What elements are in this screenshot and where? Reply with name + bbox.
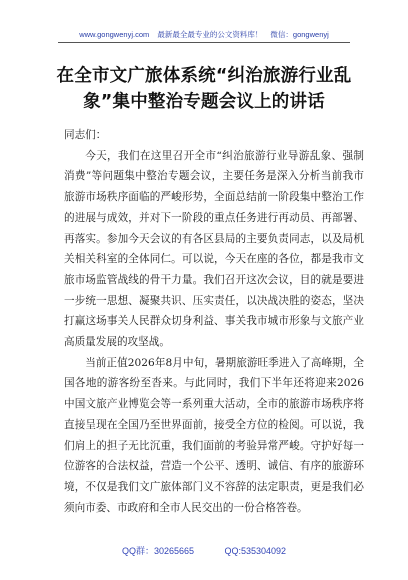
title-line-1: 在全市文广旅体系统“纠治旅游行业乱 <box>56 66 352 86</box>
title-line-2: 象”集中整治专题会议上的讲话 <box>83 92 325 112</box>
header-slogan: 最新最全最专业的公文资料库！ <box>157 30 263 39</box>
site-header <box>0 29 408 40</box>
body-paragraph-1: 今天，我们在这里召开全市“纠治旅游行业导游乱象、强制消费”等问题集中整治专题会议，主要任务是深入分析当前我市旅游市场秩序面临的严峻形势，全面总结前一阶段集中整治工作的进展与成效，并对下一阶段的重点任务进行再动员、再部署、再落实。参加今天会议的有各区县局的主要负责同志，以及局机关相关科室的全体同仁。可以说，今天在座的各位，都是我市文旅市场监管战线的骨干力量。我们召开这次会议，目的就是要进一步统一思想、凝聚共识、压实责任，以决战决胜的姿态，坚决打赢这场事关人民群众切身利益、事关我市城市形象与文旅产业高质量发展的攻坚战。 <box>64 149 364 349</box>
body-paragraph-2: 当前正值2026年8月中旬，暑期旅游旺季进入了高峰期，全国各地的游客纷至沓来。与此同时，我们下半年还将迎来2026中国文旅产业博览会等一系列重大活动，全市的旅游市场秩序将直接呈现在全国乃至世界面前，接受全方位的检阅。可以说，我们肩上的担子无比沉重，我们面前的考验异常严峻。守护好每一位游客的合法权益，营造一个公平、透明、诚信、有序的旅游环境，不仅是我们文广旅体部门义不容辞的法定职责，更是我们必须向市委、市政府和全市人民交出的一份合格答卷。 <box>64 356 364 514</box>
footer-contact <box>0 544 408 557</box>
footer-qq-group: QQ群：30265665 <box>121 546 194 556</box>
header-site-link[interactable]: www.gongwenyj.com <box>79 30 150 39</box>
footer-qq: QQ:535304092 <box>224 546 287 556</box>
document-body <box>64 125 364 518</box>
salutation: 同志们： <box>64 129 107 141</box>
document-title <box>40 63 368 115</box>
header-wechat: 微信：gongwenyj <box>270 30 329 39</box>
header-divider <box>58 42 350 43</box>
